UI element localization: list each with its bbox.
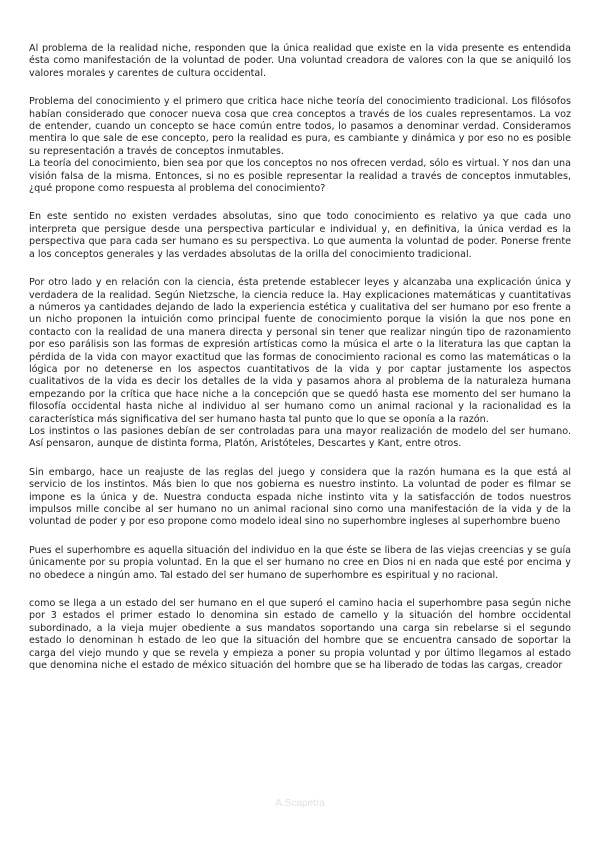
paragraph-three-stages: como se llega a un estado del ser humano en el que superó el camino hacia el superhombre pasa según niche por 3 estados el primer estado lo denomina sin estado de camello y la situación del hombre occidental subordinado, a la vieja mujer obediente a sus mandatos soportando una carga sin rebelarse si el segundo estado lo denominan h estado de leo que la situación del hombre que se encuentra cansado de soportar la carga del viejo mundo y que se revela y empieza a poner su propia voluntad y por último llegamos al estado que denomina niche el estado de méxico situación del hombre que se ha liberado de todas las cargas, creador xyxy=(29,598,571,672)
paragraph-science: Por otro lado y en relación con la ciencia, ésta pretende establecer leyes y alcanzaba una explicación única y verdadera de la realidad. Según Nietzsche, la ciencia reduce la. Hay explicaciones matemáticas y cuantitativas a números ya cantidades dejando de lado la experiencia estética y cualitativa del ser humano por eso frente a un nicho proponen la intuición como principal fuente de conocimiento porque la visión la que nos pone en contacto con la realidad de una manera directa y personal sin tener que realizar ningún tipo de razonamiento por eso parálisis son las formas de expresión artísticas como la música el arte o la literatura las que captan la pérdida de la vida con mayor exactitud que las formas de conocimiento racional es como las matemáticas o la lógica por no detenerse en los aspectos cuantitativos de la vida y por captar justamente los aspectos cualitativos de la vida es decir los detalles de la vida y pasamos ahora al problema de la naturaleza humana empezando por la crítica que hace niche a la concepción que se quedó hasta ese momento del ser humano la filosofía occidental hasta niche al individuo al ser humano como un animal racional y la racionalidad es la característica más significativa del ser humano hasta tal punto que lo que se oponía a la razón. xyxy=(29,277,571,425)
document-body xyxy=(29,43,571,672)
paragraph-gap xyxy=(29,451,571,467)
paragraph-gap xyxy=(29,582,571,598)
paragraph-will-to-power: Sin embargo, hace un reajuste de las reglas del juego y considera que la razón humana es la que está al servicio de los instintos. Más bien lo que nos gobierna es nuestro instinto. La voluntad de poder es filmar se impone es la única y de. Nuestra conducta espada niche instinto vita y la satisfacción de todos nuestros impulsos mille concibe al ser humano no un animal racional sino como una manifestación de la vida y de la voluntad de poder y por eso propone como modelo ideal sino no superhombre ingleses al superhombre bueno xyxy=(29,466,571,528)
paragraph-gap xyxy=(29,261,571,277)
paragraph-reality: Al problema de la realidad niche, responden que la única realidad que existe en la vida presente es entendida ésta como manifestación de la voluntad de poder. Una voluntad creadora de valores con la que se aniquiló los valores morales y carentes de cultura occidental. xyxy=(29,43,571,79)
paragraph-superman: Pues el superhombre es aquella situación del individuo en la que éste se libera de las viejas creencias y se guía únicamente por su propia voluntad. En la que el ser humano no cree en Dios ni en nada que esté por encima y no obedece a ningún amo. Tal estado del ser humano de superhombre es espiritual y no racional. xyxy=(29,544,571,581)
paragraph-gap xyxy=(29,195,571,211)
paragraph-instincts: Los instintos o las pasiones debían de ser controladas para una mayor realización de modelo del ser humano. Así pensaron, aunque de distinta forma, Platón, Aristóteles, Descartes y Kant, entre otros. xyxy=(29,425,571,450)
paragraph-gap xyxy=(29,80,571,96)
paragraph-gap xyxy=(29,529,571,545)
paragraph-knowledge-problem: Problema del conocimiento y el primero que critica hace niche teoría del conocimiento tradicional. Los filósofos habían considerado que conocer nueva cosa que crea conceptos a través de los cuales representamos. La voz de entender, cuando un concepto se hace común entre todos, lo pasamos a denominar verdad. Consideramos mentira lo que sale de ese concepto, pero la realidad es pura, es cambiante y dinámica y por eso no es posible su representación a través de conceptos inmutables. xyxy=(29,96,571,157)
paragraph-knowledge-theory: La teoría del conocimiento, bien sea por que los conceptos no nos ofrecen verdad, sólo es virtual. Y nos dan una visión falsa de la misma. Entonces, si no es posible representar la realidad a través de conceptos inmutables, ¿qué propone como respuesta al problema del conocimiento? xyxy=(29,158,571,195)
paragraph-perspectivism: En este sentido no existen verdades absolutas, sino que todo conocimiento es relativo ya que cada uno interpreta que persigue desde una perspectiva particular e individual y, en definitiva, la única verdad es la perspectiva que para cada ser humano es su perspectiva. Lo que aumenta la voluntad de poder. Ponerse frente a los conceptos generales y las verdades absolutas de la orilla del conocimiento tradicional. xyxy=(29,211,571,260)
watermark: A.Scapetra xyxy=(275,798,325,809)
